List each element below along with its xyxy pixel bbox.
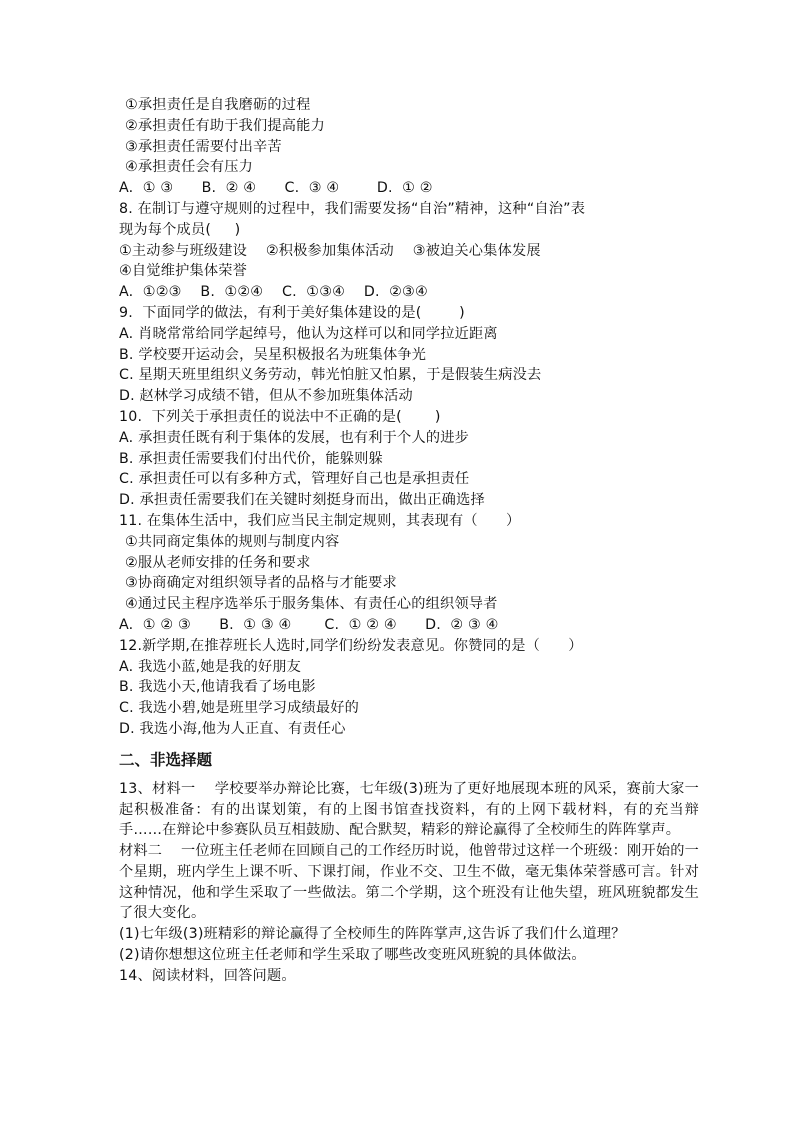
- q9-option-d: D. 赵林学习成绩不错，但从不参加班集体活动: [119, 388, 413, 405]
- q8-stem-line2: 现为每个成员( ): [119, 221, 241, 238]
- q10-option-c: C. 承担责任可以有多种方式，管理好自己也是承担责任: [119, 471, 470, 488]
- q8-items-line1: ①主动参与班级建设 ②积极参加集体活动 ③被迫关心集体发展: [119, 242, 541, 259]
- q7-options: A. ① ③ B. ② ④ C. ③ ④ D. ① ②: [119, 180, 433, 197]
- question-content: [119, 95, 699, 987]
- q8-items-line2: ④自觉维护集体荣誉: [119, 263, 248, 280]
- q13-sub-question-2: (2)请你想想这位班主任老师和学生采取了哪些改变班风班貌的具体做法。: [119, 947, 586, 964]
- q7-item-3: ③承担责任需要付出辛苦: [125, 138, 282, 155]
- q9-stem: 9. 下面同学的做法，有利于美好集体建设的是( ): [119, 304, 465, 321]
- q12-option-a: A. 我选小蓝,她是我的好朋友: [119, 658, 302, 675]
- section-heading-non-choice: 二、非选择题: [119, 750, 213, 769]
- q13-material-2: 材料二 一位班主任老师在回顾自己的工作经历时说，他曾带过这样一个班级：刚开始的一个星期，班内学生上课不听、下课打闹，作业不交、卫生不做，毫无集体荣誉感可言。针对这种情况，他和学生采取了一些做法。第二个学期，这个班没有让他失望，班风班貌都发生了很大变化。: [119, 843, 699, 922]
- q11-options: A. ① ② ③ B. ① ③ ④ C. ① ② ④ D. ② ③ ④: [119, 616, 499, 633]
- q13-material-1: 13、材料一 学校要举办辩论比赛，七年级(3)班为了更好地展现本班的风采，赛前大家一起积极准备：有的出谋划策，有的上图书馆查找资料，有的上网下载材料，有的充当辩手……在辩论中参赛队员互相鼓励、配合默契，精彩的辩论赢得了全校师生的阵阵掌声。: [119, 780, 699, 839]
- q11-item-2: ②服从老师安排的任务和要求: [125, 554, 311, 571]
- q12-option-c: C. 我选小碧,她是班里学习成绩最好的: [119, 700, 360, 717]
- q10-option-d: D. 承担责任需要我们在关键时刻挺身而出，做出正确选择: [119, 492, 485, 509]
- q9-option-c: C. 星期天班里组织义务劳动，韩光怕脏又怕累，于是假装生病没去: [119, 367, 542, 384]
- q12-option-b: B. 我选小天,他请我看了场电影: [119, 679, 316, 696]
- q11-item-4: ④通过民主程序选举乐于服务集体、有责任心的组织领导者: [125, 596, 498, 613]
- q7-item-2: ②承担责任有助于我们提高能力: [125, 117, 325, 134]
- q8-stem-line1: 8. 在制订与遵守规则的过程中，我们需要发扬“自治”精神，这种“自治”表: [119, 200, 586, 217]
- q12-stem: 12.新学期,在推荐班长人选时,同学们纷纷发表意见。你赞同的是（ ）: [119, 637, 583, 654]
- q12-option-d: D. 我选小海,他为人正直、有责任心: [119, 720, 346, 737]
- q9-option-b: B. 学校要开运动会，吴星积极报名为班集体争光: [119, 346, 427, 363]
- q10-stem: 10. 下列关于承担责任的说法中不正确的是( ): [119, 408, 441, 425]
- q9-option-a: A. 肖晓常常给同学起绰号，他认为这样可以和同学拉近距离: [119, 325, 498, 342]
- q8-options: A. ①②③ B. ①②④ C. ①③④ D. ②③④: [119, 284, 428, 301]
- q7-item-4: ④承担责任会有压力: [125, 159, 254, 176]
- q10-option-a: A. 承担责任既有利于集体的发展，也有利于个人的进步: [119, 429, 469, 446]
- q11-item-1: ①共同商定集体的规则与制度内容: [125, 533, 340, 550]
- q7-item-1: ①承担责任是自我磨砺的过程: [125, 97, 311, 113]
- q14-stem: 14、阅读材料，回答问题。: [119, 967, 296, 984]
- q13-sub-question-1: (1)七年级(3)班精彩的辩论赢得了全校师生的阵阵掌声,这告诉了我们什么道理？: [119, 926, 626, 943]
- q11-stem: 11. 在集体生活中，我们应当民主制定规则，其表现有（ ）: [119, 512, 521, 529]
- q10-option-b: B. 承担责任需要我们付出代价，能躲则躲: [119, 450, 383, 467]
- q11-item-3: ③协商确定对组织领导者的品格与才能要求: [125, 575, 397, 592]
